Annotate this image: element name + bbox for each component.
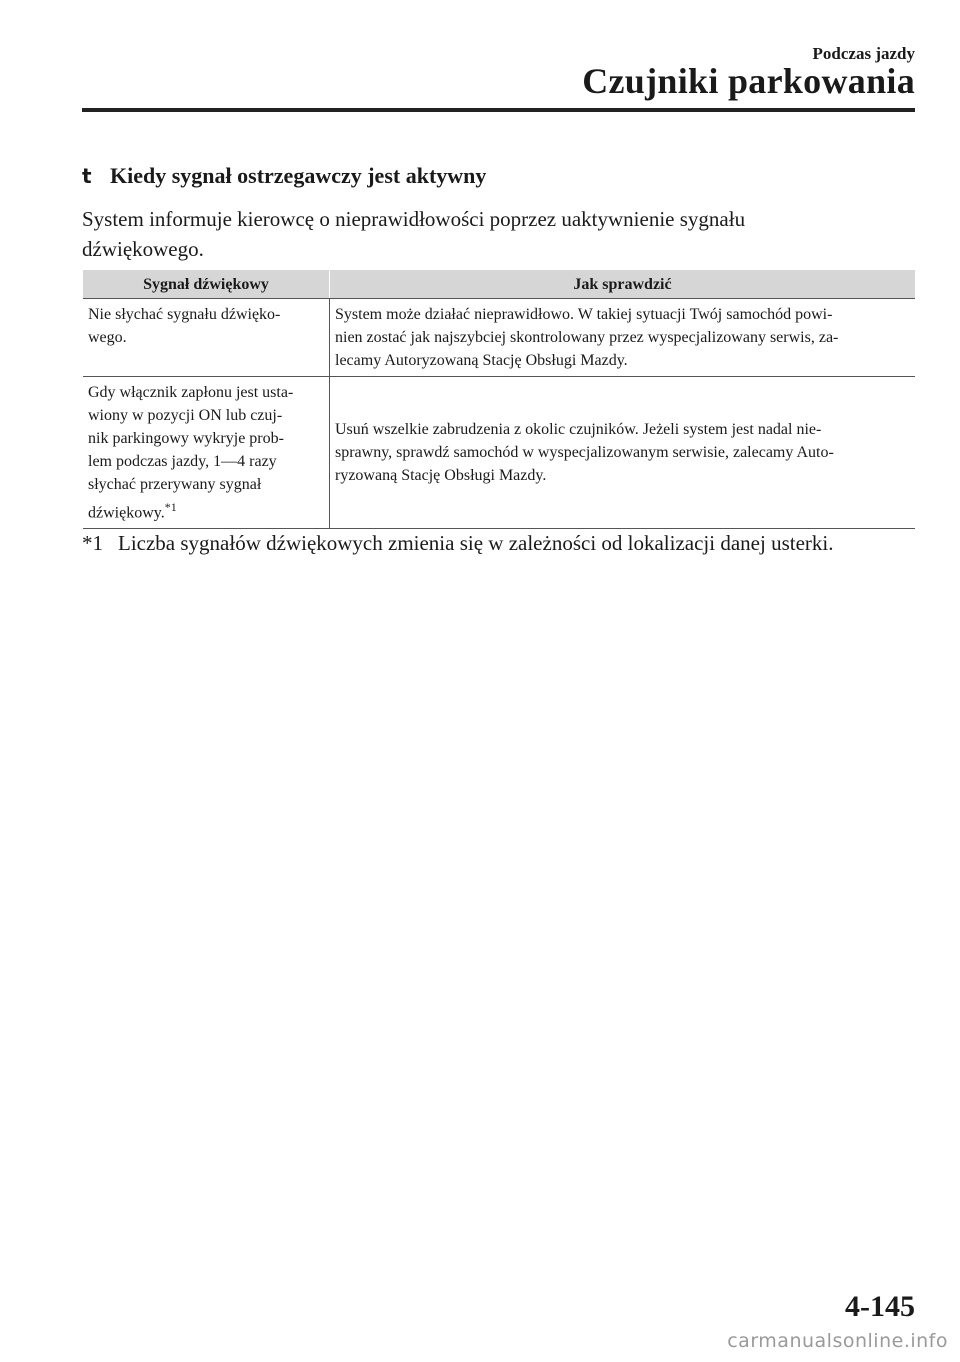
table-cell-signal [83, 377, 330, 529]
check-text: Usuń wszelkie zabrudzenia z okolic czujników. Jeżeli system jest nadal nie- sprawny, sprawdź samochód w wyspecjalizowanym serwisie, zalecamy Auto- ryzowaną Stację Obsługi Mazdy. [335, 421, 834, 485]
intro-paragraph: System informuje kierowcę o nieprawidłowości poprzez uaktywnienie sygnału dźwiękowego. [82, 207, 746, 261]
table-row [83, 377, 915, 529]
footnote-reference: *1 [164, 500, 177, 514]
table-cell-check [330, 299, 916, 377]
table-header-check: Jak sprawdzić [330, 270, 916, 299]
diagnosis-table [83, 270, 915, 529]
check-text: System może działać nieprawidłowo. W takiej sytuacji Twój samochód powi- nien zostać jak najszybciej skontrolowany przez wyspecjalizowany serwis, za- lecamy Autoryzowaną Stację Obsługi Mazdy. [335, 306, 839, 369]
header-divider [82, 108, 915, 112]
page-title: Czujniki parkowania [582, 61, 915, 101]
section-marker-icon: t [82, 164, 92, 188]
footnote [82, 528, 834, 558]
footnote-mark: *1 [82, 531, 103, 555]
page-number: 4-145 [845, 1290, 915, 1323]
table-cell-signal [83, 299, 330, 377]
section-heading-text: Kiedy sygnał ostrzegawczy jest aktywny [110, 163, 487, 188]
table-header-signal: Sygnał dźwiękowy [83, 270, 330, 299]
watermark: carmanualsonline.info [727, 1330, 948, 1352]
signal-text: Nie słychać sygnału dźwięko- wego. [88, 306, 281, 346]
table-cell-check [330, 377, 916, 529]
table-header-row [83, 270, 915, 299]
signal-text: Gdy włącznik zapłonu jest usta- wiony w pozycji ON lub czuj- nik parkingowy wykryje prob- lem podczas jazdy, 1—4 razy słychać przerywany sygnał dźwiękowy. [88, 384, 294, 522]
section-heading [82, 163, 486, 189]
table-row [83, 299, 915, 377]
footnote-text: Liczba sygnałów dźwiękowych zmienia się w zależności od lokalizacji danej usterki. [118, 531, 834, 555]
chapter-name: Podczas jazdy [812, 44, 915, 63]
